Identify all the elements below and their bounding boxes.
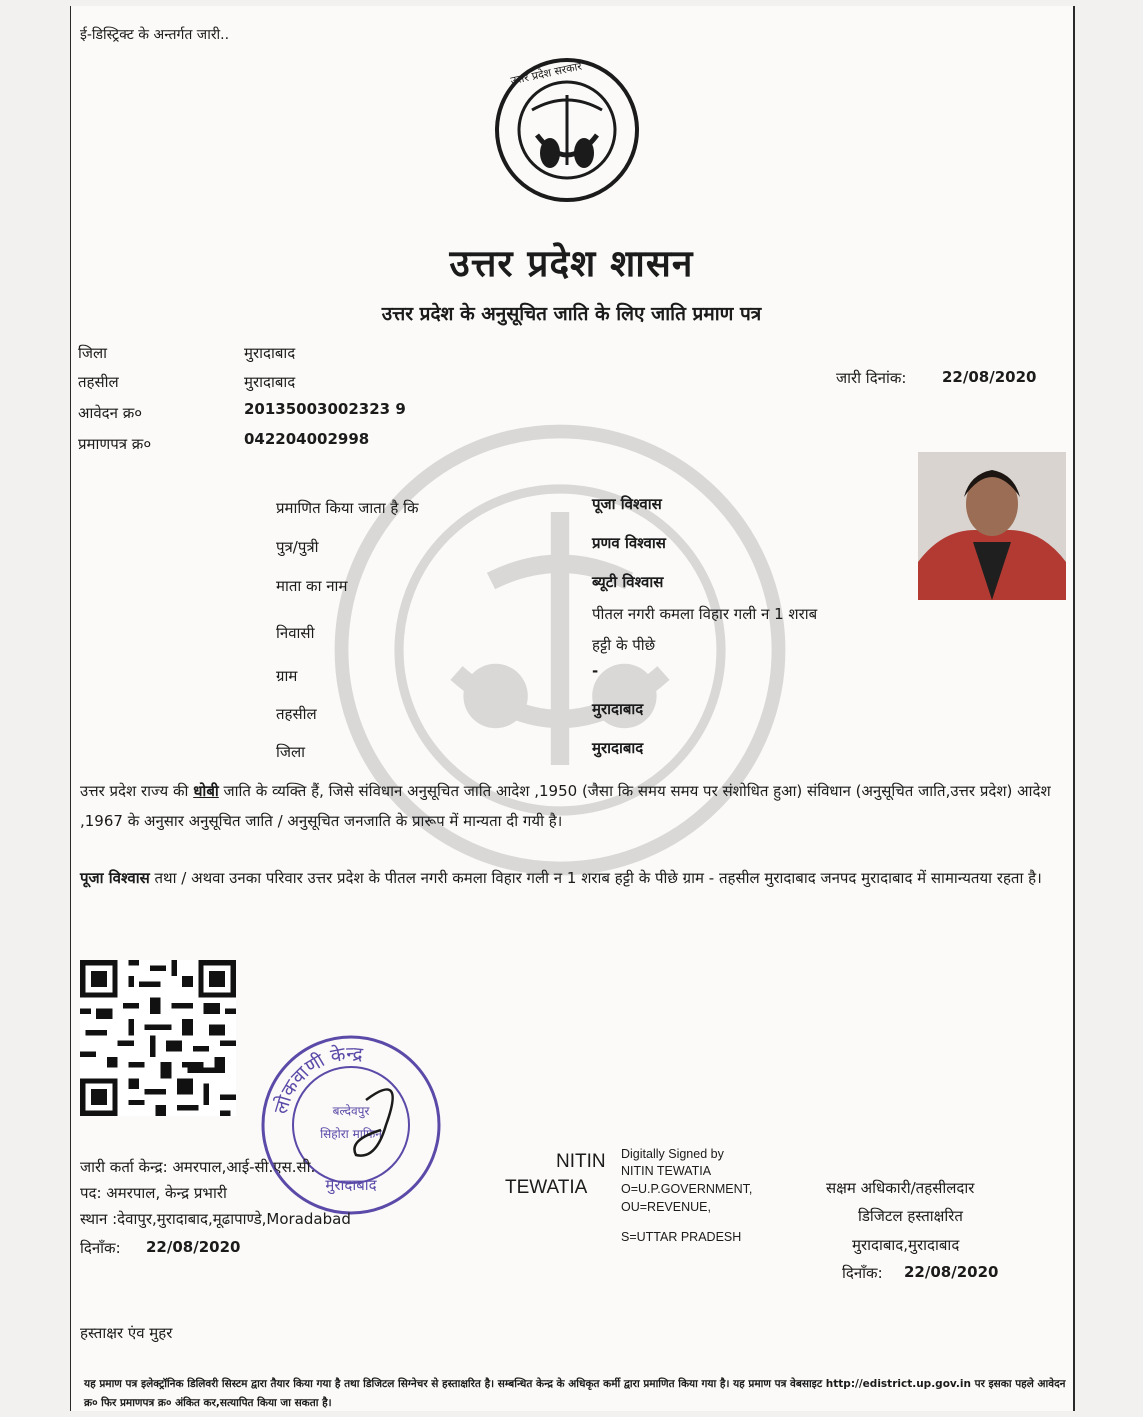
issuer-date-value: 22/08/2020 bbox=[146, 1238, 241, 1256]
village-value: - bbox=[592, 662, 599, 680]
residence-line2: हट्टी के पीछे bbox=[592, 636, 656, 654]
sig-line-3: O=U.P.GOVERNMENT, bbox=[621, 1182, 753, 1196]
mother-name: ब्यूटी विश्वास bbox=[592, 573, 664, 591]
tehsil-label: तहसील bbox=[78, 373, 119, 391]
district-label: जिला bbox=[78, 344, 108, 362]
signer-name-line2: TEWATIA bbox=[505, 1177, 588, 1198]
applicant-photo bbox=[918, 452, 1066, 600]
applicant-name: पूजा विश्वास bbox=[592, 495, 662, 513]
authority-date-value: 22/08/2020 bbox=[904, 1263, 999, 1281]
issuer-centre: जारी कर्ता केन्द्र: अमरपाल,आई-सी.एस.सी. bbox=[80, 1158, 316, 1176]
footer-note: यह प्रमाण पत्र इलेक्ट्रॉनिक डिलिवरी सिस्टम द्वारा तैयार किया गया है तथा डिजिटल सिग्नेचर से हस्ताक्षरित है। सम्बन्धित केन्द्र के अधिकृत कर्मी द्वारा प्रमाणित किया गया है। यह प्रमाण पत्र वेबसाइट http://edistrict.up.gov.in पर इसका पहले आवेदन क्र० फिर प्रमाणपत्र क्र० अंकित कर,सत्यापित किया जा सकता है। bbox=[84, 1378, 1066, 1409]
issuer-post: पद: अमरपाल, केन्द्र प्रभारी bbox=[80, 1184, 227, 1202]
detail-label-certified: प्रमाणित किया जाता है कि bbox=[276, 499, 419, 517]
detail-tehsil-value: मुरादाबाद bbox=[592, 700, 644, 718]
emblem-ring-text: उत्तर प्रदेश सरकार bbox=[509, 59, 583, 88]
signer-name-line1: NITIN bbox=[556, 1151, 606, 1172]
caste-paragraph: उत्तर प्रदेश राज्य की धोबी जाति के व्यक्ति हैं, जिसे संविधान अनुसूचित जाति आदेश ,1950 (जैसा कि समय समय पर संशोधित हुआ) संविधान (अनुसूचित जाति,उत्तर प्रदेश) आदेश ,1967 के अनुसार अनुसूचित जाति / अनुसूचित जनजाति के प्रारूप में मान्यता दी गयी है। bbox=[80, 782, 1051, 830]
parent-name: प्रणव विश्वास bbox=[592, 534, 666, 552]
issue-date-label: जारी दिनांक: bbox=[836, 369, 907, 387]
sig-line-5: S=UTTAR PRADESH bbox=[621, 1230, 742, 1244]
authority-date-label: दिनाँक: bbox=[842, 1264, 883, 1282]
tehsil-value: मुरादाबाद bbox=[244, 373, 296, 391]
svg-text:मुरादाबाद: मुरादाबाद bbox=[325, 1176, 377, 1194]
certificate-number-value: 042204002998 bbox=[244, 430, 370, 448]
svg-text:लोकवाणी केन्द्र: लोकवाणी केन्द्र bbox=[269, 1042, 364, 1117]
page-title: उत्तर प्रदेश शासन bbox=[449, 242, 694, 285]
svg-text:बल्देवपुर: बल्देवपुर bbox=[332, 1104, 370, 1118]
signature-seal-label: हस्ताक्षर एंव मुहर bbox=[80, 1324, 173, 1342]
detail-label-village: ग्राम bbox=[276, 667, 298, 685]
svg-text:सिहोरा माफिन: सिहोरा माफिन bbox=[320, 1127, 382, 1141]
caste-name: धोबी bbox=[193, 782, 219, 800]
detail-label-parent: पुत्र/पुत्री bbox=[276, 538, 319, 556]
detail-label-tehsil: तहसील bbox=[276, 705, 317, 723]
sig-line-4: OU=REVENUE, bbox=[621, 1200, 711, 1214]
district-value: मुरादाबाद bbox=[244, 344, 296, 362]
page-subtitle: उत्तर प्रदेश के अनुसूचित जाति के लिए जाति प्रमाण पत्र bbox=[381, 303, 762, 325]
authority-location: मुरादाबाद,मुरादाबाद bbox=[852, 1236, 960, 1254]
issue-date-value: 22/08/2020 bbox=[942, 368, 1037, 386]
authority-digital-signed: डिजिटल हस्ताक्षरित bbox=[858, 1207, 963, 1225]
authority-title: सक्षम अधिकारी/तहसीलदार bbox=[826, 1179, 975, 1197]
application-label: आवेदन क्र० bbox=[78, 404, 143, 422]
detail-district-value: मुरादाबाद bbox=[592, 739, 644, 757]
sig-line-1: Digitally Signed by bbox=[621, 1147, 724, 1161]
issuer-place: स्थान :देवापुर,मुरादाबाद,मूढापाण्डे,Moradabad bbox=[80, 1210, 351, 1228]
issuer-date-label: दिनाँक: bbox=[80, 1239, 121, 1257]
detail-label-mother: माता का नाम bbox=[276, 577, 348, 595]
certificate-number-label: प्रमाणपत्र क्र० bbox=[78, 435, 152, 453]
residence-line1: पीतल नगरी कमला विहार गली न 1 शराब bbox=[592, 605, 818, 623]
application-value: 20135003002323 9 bbox=[244, 400, 406, 418]
detail-label-district: जिला bbox=[276, 743, 306, 761]
qr-code[interactable] bbox=[80, 960, 236, 1116]
sig-line-2: NITIN TEWATIA bbox=[621, 1164, 712, 1178]
issued-under-text: ई-डिस्ट्रिक्ट के अन्तर्गत जारी.. bbox=[80, 27, 230, 43]
center-stamp-seal bbox=[256, 1030, 446, 1220]
residence-paragraph: पूजा विश्वास तथा / अथवा उनका परिवार उत्तर प्रदेश के पीतल नगरी कमला विहार गली न 1 शराब हट्टी के पीछे ग्राम - तहसील मुरादाबाद जनपद मुरादाबाद में सामान्यतया रहता है। bbox=[80, 869, 1042, 887]
detail-label-residence: निवासी bbox=[276, 624, 315, 642]
